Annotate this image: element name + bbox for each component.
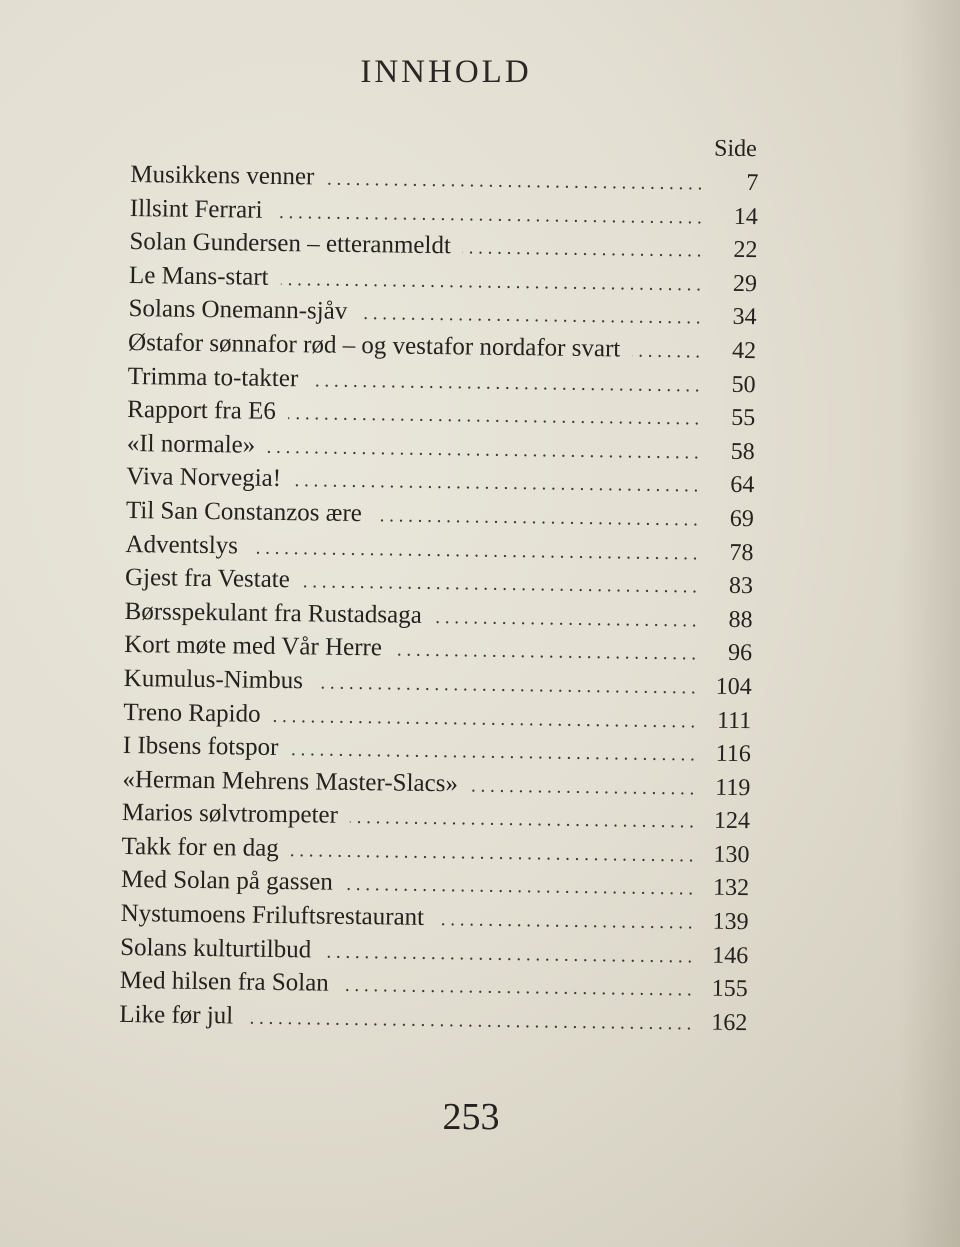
entry-page-number: 132 bbox=[712, 875, 750, 902]
page-column-label: Side bbox=[713, 135, 757, 163]
dot-leader bbox=[463, 232, 702, 269]
dot-leader bbox=[245, 1001, 692, 1040]
entry-page-number: 155 bbox=[711, 975, 748, 1003]
entry-title: Le Mans-start bbox=[128, 261, 269, 291]
entry-title: Rapport fra E6 bbox=[127, 396, 277, 426]
entry-title: Illsint Ferrari bbox=[129, 194, 263, 224]
entry-title: Viva Norvegia! bbox=[126, 463, 282, 493]
entry-page-number: 64 bbox=[730, 472, 755, 499]
entry-title: Kort møte med Vår Herre bbox=[124, 631, 383, 662]
entry-page-number: 104 bbox=[715, 673, 752, 701]
page-number: 253 bbox=[442, 1096, 500, 1138]
dot-leader bbox=[341, 969, 692, 1007]
page-title: INNHOLD bbox=[360, 54, 532, 90]
entry-title: Takk for en dag bbox=[121, 832, 279, 862]
toc-entries bbox=[119, 158, 758, 1040]
dot-leader bbox=[470, 769, 695, 806]
dot-leader bbox=[394, 634, 697, 672]
dot-leader bbox=[326, 163, 702, 202]
entry-title: Marios sølvtrompeter bbox=[121, 799, 339, 830]
entry-title: Treno Rapido bbox=[123, 698, 261, 728]
entry-page-number: 124 bbox=[713, 807, 751, 835]
entry-page-number: 146 bbox=[712, 942, 749, 969]
entry-page-number: 116 bbox=[715, 740, 751, 768]
entry-page-number: 50 bbox=[731, 371, 756, 398]
entry-title: Østafor sønnafor rød – og vestafor nordafor svart bbox=[127, 328, 621, 363]
entry-page-number: 22 bbox=[733, 237, 758, 264]
entry-title: Kumulus-Nimbus bbox=[123, 664, 304, 695]
entry-page-number: 14 bbox=[733, 203, 759, 230]
entry-page-number: 58 bbox=[730, 438, 755, 465]
entry-title: Solans Onemann-sjåv bbox=[128, 295, 348, 326]
entry-page-number: 83 bbox=[728, 572, 754, 600]
entry-title: Like før jul bbox=[119, 1000, 234, 1030]
dot-leader bbox=[291, 834, 694, 873]
entry-title: Til San Constanzos ære bbox=[125, 496, 363, 527]
dot-leader bbox=[436, 903, 693, 940]
entry-page-number: 119 bbox=[715, 774, 751, 801]
entry-page-number: 130 bbox=[713, 841, 750, 869]
table-of-contents bbox=[119, 125, 759, 1040]
entry-title: Musikkens venner bbox=[130, 160, 315, 191]
entry-page-number: 34 bbox=[732, 304, 757, 331]
entry-page-number: 7 bbox=[746, 170, 759, 197]
entry-page-number: 55 bbox=[731, 405, 756, 432]
entry-title: Nystumoens Friluftsrestaurant bbox=[120, 899, 425, 931]
entry-title: I Ibsens fotspor bbox=[122, 732, 279, 762]
entry-page-number: 139 bbox=[712, 908, 749, 936]
entry-title: Trimma to-takter bbox=[127, 362, 299, 392]
dot-leader bbox=[315, 666, 696, 705]
dot-leader bbox=[350, 801, 694, 839]
dot-leader bbox=[272, 699, 695, 738]
entry-page-number: 78 bbox=[729, 539, 754, 566]
entry-title: «Herman Mehrens Master-Slacs» bbox=[122, 765, 459, 798]
entry-title: Med Solan på gassen bbox=[120, 866, 334, 897]
dot-leader bbox=[267, 431, 699, 470]
entry-title: «Il normale» bbox=[126, 429, 256, 459]
dot-leader bbox=[632, 335, 700, 369]
entry-page-number: 96 bbox=[727, 640, 753, 667]
entry-page-number: 88 bbox=[728, 606, 753, 633]
dot-leader bbox=[323, 935, 692, 973]
entry-title: Børsspekulant fra Rustadsaga bbox=[124, 597, 422, 629]
entry-title: Med hilsen fra Solan bbox=[119, 967, 329, 997]
dot-leader bbox=[310, 364, 700, 403]
entry-page-number: 42 bbox=[731, 337, 757, 365]
dot-leader bbox=[374, 499, 699, 537]
entry-page-number: 29 bbox=[732, 270, 758, 297]
entry-title: Gjest fra Vestate bbox=[124, 564, 291, 594]
dot-leader bbox=[434, 601, 697, 638]
entry-title: Solan Gundersen – etteranmeldt bbox=[129, 228, 452, 260]
entry-title: Adventslys bbox=[125, 530, 239, 559]
entry-page-number: 69 bbox=[729, 505, 755, 533]
dot-leader bbox=[288, 397, 700, 436]
entry-page-number: 162 bbox=[711, 1009, 748, 1036]
entry-title: Solans kulturtilbud bbox=[120, 933, 312, 964]
entry-page-number: 111 bbox=[716, 707, 752, 734]
